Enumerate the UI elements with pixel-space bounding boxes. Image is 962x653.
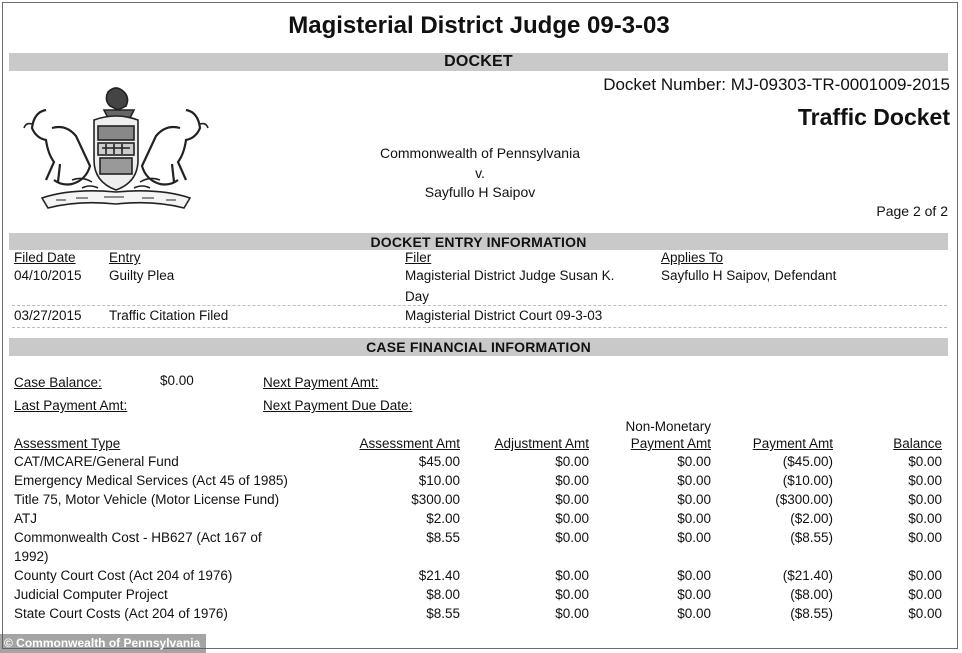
payment-amt-cell: ($300.00)	[775, 492, 833, 507]
assessment-amt-header: Assessment Amt	[359, 436, 460, 451]
adjustment-amt-cell: $0.00	[555, 511, 589, 526]
assessment-amt-cell: $2.00	[426, 511, 460, 526]
assessment-amt-cell: $10.00	[418, 473, 460, 488]
assessment-type-line2: 1992)	[14, 549, 49, 564]
payment-amt-cell: ($8.55)	[790, 606, 833, 621]
nonmonetary-header-line1: Non-Monetary	[625, 419, 711, 434]
balance-cell: $0.00	[908, 530, 942, 545]
table-row	[14, 452, 942, 471]
filer-header: Filer	[405, 250, 432, 265]
assessment-amt-cell: $8.55	[426, 530, 460, 545]
docket-number: Docket Number: MJ-09303-TR-0001009-2015	[603, 75, 950, 94]
nonmonetary-amt-cell: $0.00	[677, 473, 711, 488]
adjustment-amt-cell: $0.00	[555, 530, 589, 545]
copyright-watermark: © Commonwealth of Pennsylvania	[0, 634, 206, 653]
nonmonetary-amt-cell: $0.00	[677, 492, 711, 507]
nonmonetary-amt-cell: $0.00	[677, 530, 711, 545]
assessment-type-cell: County Court Cost (Act 204 of 1976)	[14, 568, 233, 583]
payment-amt-cell: ($8.00)	[790, 587, 833, 602]
payment-amt-cell: ($45.00)	[782, 454, 833, 469]
balance-cell: $0.00	[908, 492, 942, 507]
table-row	[14, 509, 942, 528]
entry-filer: Magisterial District Court 09-3-03	[405, 308, 603, 323]
adjustment-amt-header: Adjustment Amt	[494, 436, 589, 451]
entry-header: Entry	[109, 250, 141, 265]
nonmonetary-amt-cell: $0.00	[677, 587, 711, 602]
adjustment-amt-cell: $0.00	[555, 568, 589, 583]
court-title: Magisterial District Judge 09-3-03	[288, 12, 670, 39]
table-row	[14, 585, 942, 604]
table-row	[14, 566, 942, 585]
balance-cell: $0.00	[908, 473, 942, 488]
nonmonetary-amt-cell: $0.00	[677, 568, 711, 583]
plaintiff-name: Commonwealth of Pennsylvania	[380, 145, 580, 161]
page-indicator: Page 2 of 2	[876, 203, 948, 219]
assessment-type-cell: State Court Costs (Act 204 of 1976)	[14, 606, 228, 621]
assessment-table	[14, 414, 942, 623]
defendant-name: Sayfullo H Saipov	[424, 184, 536, 200]
last-payment-amt-label: Last Payment Amt:	[14, 398, 128, 413]
docket-banner: DOCKET	[9, 53, 948, 71]
nonmonetary-amt-cell: $0.00	[677, 454, 711, 469]
assessment-table-header	[14, 414, 942, 452]
entry-applies-to: Sayfullo H Saipov, Defendant	[661, 268, 837, 283]
adjustment-amt-cell: $0.00	[555, 454, 589, 469]
assessment-type-cell: Title 75, Motor Vehicle (Motor License Fund)	[14, 492, 280, 507]
filed-date-header: Filed Date	[14, 250, 76, 265]
entry-description: Guilty Plea	[109, 268, 175, 283]
adjustment-amt-cell: $0.00	[555, 492, 589, 507]
balance-cell: $0.00	[908, 511, 942, 526]
assessment-type-cell	[14, 528, 314, 566]
assessment-amt-cell: $300.00	[411, 492, 460, 507]
financial-banner: CASE FINANCIAL INFORMATION	[9, 338, 948, 356]
balance-cell: $0.00	[908, 568, 942, 583]
payment-amt-header: Payment Amt	[752, 436, 833, 451]
docket-type-heading: Traffic Docket	[797, 104, 950, 130]
next-payment-due-label: Next Payment Due Date:	[263, 398, 413, 413]
pennsylvania-coat-of-arms-icon	[12, 80, 220, 220]
balance-cell: $0.00	[908, 606, 942, 621]
table-row	[14, 490, 942, 509]
assessment-type-cell: Emergency Medical Services (Act 45 of 1985)	[14, 473, 288, 488]
nonmonetary-amt-cell: $0.00	[677, 606, 711, 621]
payment-amt-cell: ($8.55)	[790, 530, 833, 545]
assessment-type-cell: ATJ	[14, 511, 37, 526]
assessment-type-header: Assessment Type	[14, 436, 121, 451]
balance-header: Balance	[893, 436, 942, 451]
nonmonetary-header-line2: Payment Amt	[630, 436, 711, 451]
balance-cell: $0.00	[908, 587, 942, 602]
balance-cell: $0.00	[908, 454, 942, 469]
assessment-amt-cell: $8.55	[426, 606, 460, 621]
assessment-amt-cell: $21.40	[418, 568, 460, 583]
entry-filed-date: 03/27/2015	[14, 308, 82, 323]
assessment-type-cell: Judicial Computer Project	[14, 587, 168, 602]
table-row	[14, 528, 942, 566]
row-divider	[12, 327, 947, 328]
entry-filer-continued: Day	[405, 289, 430, 304]
table-row	[14, 471, 942, 490]
versus-label: v.	[475, 165, 485, 181]
docket-entry-banner: DOCKET ENTRY INFORMATION	[9, 233, 948, 250]
payment-amt-cell: ($10.00)	[782, 473, 833, 488]
entry-filer: Magisterial District Judge Susan K.	[405, 268, 615, 283]
nonmonetary-payment-header	[589, 414, 711, 452]
case-balance-label: Case Balance:	[14, 375, 102, 390]
table-row	[14, 604, 942, 623]
adjustment-amt-cell: $0.00	[555, 587, 589, 602]
nonmonetary-amt-cell: $0.00	[677, 511, 711, 526]
payment-amt-cell: ($21.40)	[782, 568, 833, 583]
next-payment-amt-label: Next Payment Amt:	[263, 375, 379, 390]
assessment-amt-cell: $8.00	[426, 587, 460, 602]
entry-description: Traffic Citation Filed	[109, 308, 229, 323]
applies-to-header: Applies To	[661, 250, 724, 265]
entry-filed-date: 04/10/2015	[14, 268, 82, 283]
assessment-type-cell: CAT/MCARE/General Fund	[14, 454, 179, 469]
adjustment-amt-cell: $0.00	[555, 606, 589, 621]
payment-amt-cell: ($2.00)	[790, 511, 833, 526]
row-divider	[12, 305, 947, 306]
assessment-amt-cell: $45.00	[418, 454, 460, 469]
assessment-type-line1: Commonwealth Cost - HB627 (Act 167 of	[14, 530, 262, 545]
adjustment-amt-cell: $0.00	[555, 473, 589, 488]
case-balance-value: $0.00	[160, 373, 194, 388]
